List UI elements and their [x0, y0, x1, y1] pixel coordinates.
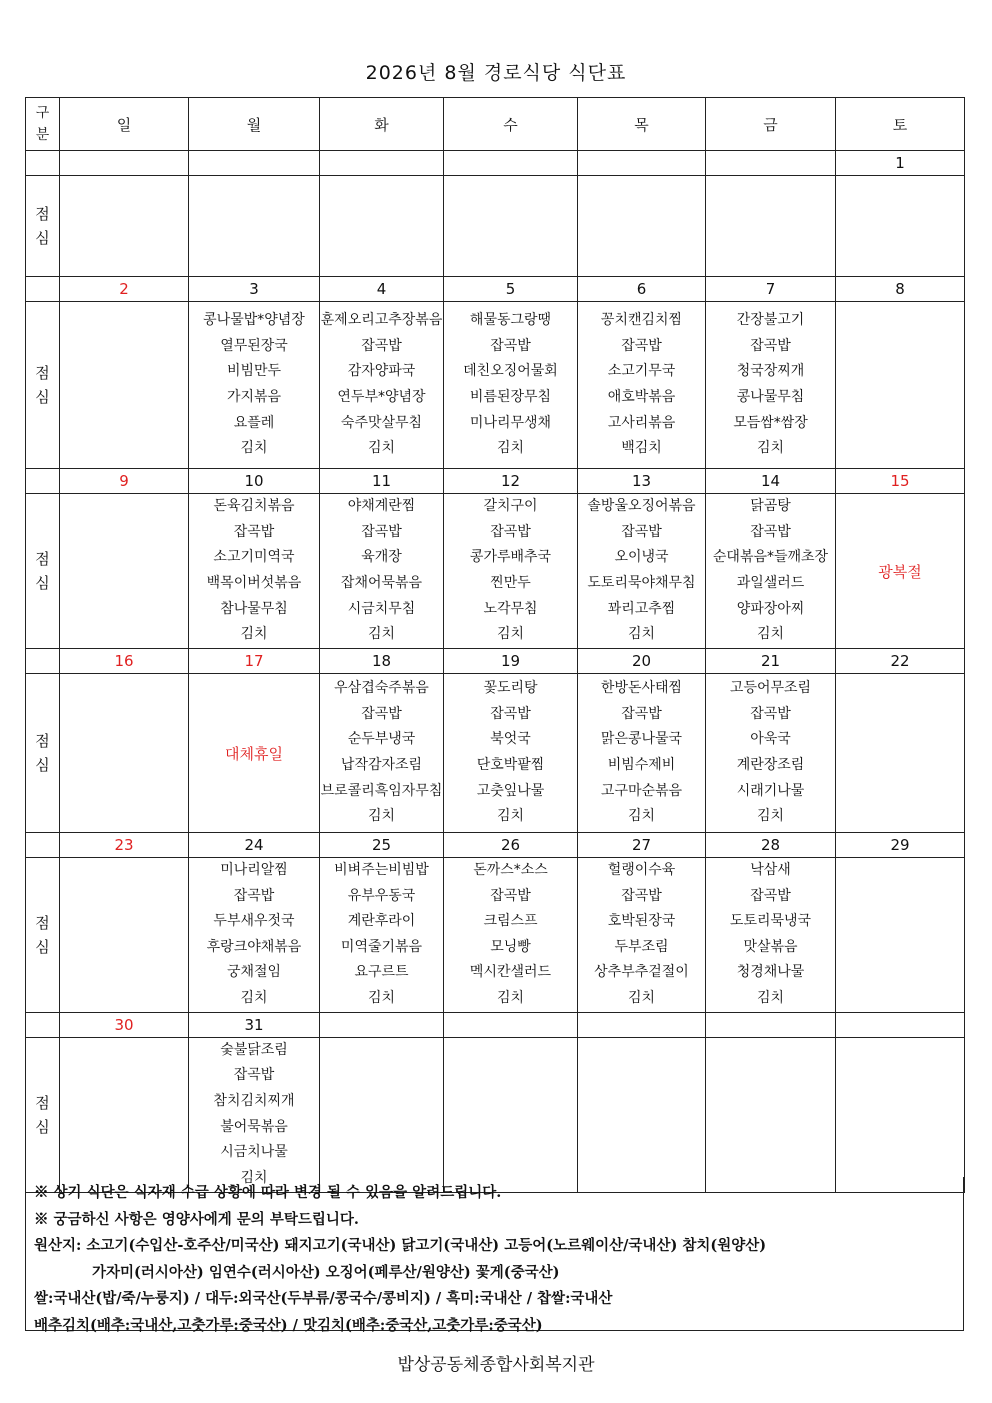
menu-item: 계란장조림 — [736, 757, 805, 773]
date-cell-fri: 21 — [706, 649, 836, 674]
menu-item: 콩가루배추국 — [469, 549, 552, 566]
note-line: ※ 상기 식단은 식자재 수급 상황에 따라 변경 될 수 있음을 알려드립니다. — [34, 1184, 502, 1201]
menu-cell-wed — [444, 1037, 578, 1192]
menu-item: 잡곡밥 — [490, 337, 531, 354]
date-cell-wed: 19 — [444, 649, 578, 674]
menu-cell-thu — [578, 494, 706, 649]
meal-label-char: 점 — [35, 364, 50, 382]
menu-item: 잡곡밥 — [233, 523, 275, 540]
meal-label-char: 점 — [35, 732, 50, 750]
meal-label-char: 심 — [35, 388, 50, 406]
meal-label — [26, 494, 60, 649]
menu-table — [25, 97, 965, 1193]
menu-item: 잡곡밥 — [750, 705, 791, 722]
menu-cell-fri — [706, 302, 836, 469]
menu-item: 미나리무생채 — [469, 414, 552, 431]
header-day-sun: 일 — [60, 98, 189, 151]
menu-item: 모듬쌈*쌈장 — [733, 414, 808, 431]
menu-item: 김치 — [756, 626, 785, 643]
menu-item: 두부새우젓국 — [213, 913, 295, 930]
menu-item: 유부우동국 — [347, 887, 416, 904]
menu-item: 도토리묵냉국 — [729, 913, 812, 930]
meal-row — [26, 302, 965, 469]
menu-item: 간장불고기 — [736, 312, 805, 329]
date-cell-mon: 31 — [189, 1012, 320, 1037]
menu-cell-tue — [320, 858, 444, 1013]
date-cell-fri: 14 — [706, 469, 836, 494]
menu-cell-wed — [444, 176, 578, 277]
date-cell-fri — [706, 1012, 836, 1037]
date-cell-sun: 30 — [60, 1012, 189, 1037]
date-cell-sun: 16 — [60, 649, 189, 674]
menu-item: 고춧잎나물 — [476, 782, 545, 799]
date-row-label — [26, 833, 60, 858]
menu-item: 가지볶음 — [226, 389, 282, 405]
menu-item: 미나리알찜 — [220, 862, 288, 878]
origin-line: 가자미(러시아산) 임연수(러시아산) 오징어(페루산/원양산) 꽃게(중국산) — [92, 1263, 560, 1281]
date-cell-mon: 10 — [189, 469, 320, 494]
meal-row — [26, 176, 965, 277]
menu-item: 순대볶음*들깨초장 — [712, 549, 829, 566]
header-day-sat: 토 — [836, 98, 965, 151]
date-cell-wed — [444, 1012, 578, 1037]
date-cell-sat: 15 — [836, 469, 965, 494]
menu-cell-sun — [60, 494, 189, 649]
holiday-label: 광복절 — [878, 562, 922, 581]
date-cell-thu: 6 — [578, 277, 706, 302]
menu-cell-fri — [706, 1037, 836, 1192]
menu-item: 야채계란찜 — [347, 498, 416, 515]
meal-label-char: 심 — [35, 937, 50, 956]
meal-label-char: 점 — [35, 913, 50, 932]
menu-item: 잡곡밥 — [361, 337, 402, 354]
date-cell-mon — [189, 151, 320, 176]
menu-item: 시래기나물 — [736, 782, 805, 799]
menu-item: 연두부*양념장 — [337, 389, 426, 405]
menu-item: 비벼주는비빔밥 — [334, 862, 429, 878]
date-cell-wed: 5 — [444, 277, 578, 302]
menu-cell-sat — [836, 1037, 965, 1192]
menu-item: 육개장 — [361, 549, 402, 566]
date-row-label — [26, 1012, 60, 1037]
menu-item: 낙삼새 — [750, 862, 791, 878]
date-cell-tue: 11 — [320, 469, 444, 494]
menu-cell-fri — [706, 674, 836, 833]
menu-cell-sat — [836, 858, 965, 1013]
date-cell-sat: 22 — [836, 649, 965, 674]
menu-cell-sat — [836, 494, 965, 649]
menu-item: 맑은콩나물국 — [600, 731, 683, 748]
menu-item: 닭곰탕 — [750, 498, 791, 515]
menu-item: 순두부냉국 — [347, 731, 416, 748]
menu-item: 한방돈사태찜 — [600, 680, 683, 697]
menu-item: 잡곡밥 — [361, 523, 402, 540]
menu-item: 양파장아찌 — [736, 600, 805, 617]
page-title: 2026년 8월 경로식당 식단표 — [365, 62, 627, 84]
date-cell-thu: 27 — [578, 833, 706, 858]
menu-cell-fri — [706, 494, 836, 649]
menu-item: 애호박볶음 — [607, 389, 676, 405]
meal-row — [26, 1037, 965, 1192]
meal-label-char: 점 — [35, 1093, 50, 1112]
date-cell-fri: 28 — [706, 833, 836, 858]
date-cell-tue: 25 — [320, 833, 444, 858]
menu-item: 백목이버섯볶음 — [206, 575, 302, 591]
menu-item: 비빔수제비 — [607, 757, 676, 773]
menu-cell-sun — [60, 302, 189, 469]
date-row — [26, 277, 965, 302]
menu-item: 백김치 — [621, 440, 662, 457]
menu-item: 소고기미역국 — [213, 549, 295, 566]
origin-line: 쌀:국내산(밥/죽/누룽지) / 대두:외국산(두부류/콩국수/콩비지) / 흑미:국내산 / 찹쌀:국내산 — [34, 1290, 613, 1307]
date-row-label — [26, 151, 60, 176]
date-cell-thu: 13 — [578, 469, 706, 494]
menu-cell-thu — [578, 302, 706, 469]
menu-item: 김치 — [756, 989, 785, 1006]
menu-item: 김치 — [240, 1169, 268, 1186]
header-row — [26, 98, 965, 151]
menu-item: 미역줄기볶음 — [340, 938, 423, 955]
menu-item: 시금치나물 — [220, 1144, 288, 1161]
menu-item: 김치 — [496, 626, 525, 643]
menu-item: 꽈리고추찜 — [607, 600, 676, 617]
menu-item: 청경채나물 — [736, 964, 805, 981]
menu-item: 소고기무국 — [607, 363, 676, 380]
menu-item: 불어묵볶음 — [220, 1118, 288, 1135]
menu-item: 고구마순볶음 — [600, 782, 683, 799]
menu-item: 김치 — [367, 808, 396, 825]
menu-cell-sun — [60, 858, 189, 1013]
menu-item: 김치 — [756, 440, 785, 457]
menu-cell-tue — [320, 176, 444, 277]
menu-item: 요구르트 — [354, 964, 409, 981]
menu-item: 김치 — [496, 440, 525, 457]
menu-item: 김치 — [627, 989, 656, 1006]
menu-item: 콩나물무침 — [736, 389, 805, 405]
menu-item: 잡곡밥 — [490, 705, 531, 722]
menu-item: 잡곡밥 — [621, 337, 662, 354]
menu-item: 숯불닭조림 — [220, 1041, 288, 1058]
date-cell-thu — [578, 1012, 706, 1037]
meal-label — [26, 302, 60, 469]
menu-item: 꽃도리탕 — [483, 680, 538, 697]
menu-cell-mon — [189, 176, 320, 277]
menu-item: 참나물무침 — [220, 600, 288, 617]
holiday-label: 대체휴일 — [225, 744, 283, 763]
date-row — [26, 469, 965, 494]
menu-item: 청국장찌개 — [736, 363, 805, 380]
menu-item: 김치 — [496, 808, 525, 825]
header-day-mon: 월 — [189, 98, 320, 151]
gubun-char: 구 — [35, 105, 50, 121]
menu-item: 브로콜리흑임자무침 — [320, 782, 443, 799]
menu-cell-tue — [320, 674, 444, 833]
menu-cell-sat — [836, 302, 965, 469]
meal-label-char: 심 — [35, 574, 50, 592]
header-day-thu: 목 — [578, 98, 706, 151]
menu-item: 김치 — [240, 989, 268, 1006]
date-cell-tue: 18 — [320, 649, 444, 674]
menu-item: 도토리묵야채무침 — [587, 575, 696, 591]
menu-item: 해물동그랑땡 — [469, 312, 552, 329]
menu-cell-sat — [836, 176, 965, 277]
menu-cell-wed — [444, 494, 578, 649]
date-cell-tue — [320, 1012, 444, 1037]
menu-item: 잡곡밥 — [621, 523, 662, 540]
date-cell-wed — [444, 151, 578, 176]
menu-item: 고사리볶음 — [607, 414, 676, 431]
header-day-fri: 금 — [706, 98, 836, 151]
meal-label-char: 심 — [35, 229, 50, 247]
header-gubun — [26, 98, 60, 151]
date-cell-wed: 26 — [444, 833, 578, 858]
origin-line: 원산지: 소고기(수입산-호주산/미국산) 돼지고기(국내산) 닭고기(국내산) 고등어(노르웨이산/국내산) 참치(원양산) — [34, 1237, 767, 1254]
date-cell-thu: 20 — [578, 649, 706, 674]
date-row — [26, 151, 965, 176]
date-cell-tue: 4 — [320, 277, 444, 302]
meal-row — [26, 858, 965, 1013]
menu-item: 잡곡밥 — [621, 705, 662, 722]
menu-item: 김치 — [627, 626, 656, 643]
meal-label — [26, 176, 60, 277]
menu-cell-sun — [60, 176, 189, 277]
date-cell-sun: 9 — [60, 469, 189, 494]
date-row — [26, 1012, 965, 1037]
menu-item: 우삼겹숙주볶음 — [334, 680, 429, 697]
menu-cell-mon — [189, 858, 320, 1013]
menu-cell-mon — [189, 1037, 320, 1192]
menu-item: 후랑크야채볶음 — [206, 938, 302, 955]
menu-item: 김치 — [367, 440, 396, 457]
menu-cell-tue — [320, 1037, 444, 1192]
gubun-char: 분 — [35, 127, 50, 143]
meal-label — [26, 674, 60, 833]
header-day-wed: 수 — [444, 98, 578, 151]
date-cell-tue — [320, 151, 444, 176]
date-cell-sun: 23 — [60, 833, 189, 858]
menu-item: 김치 — [756, 808, 785, 825]
menu-item: 데친오징어물회 — [463, 363, 558, 380]
menu-cell-sat — [836, 674, 965, 833]
menu-item: 두부조림 — [614, 938, 669, 955]
menu-item: 시금치무침 — [347, 600, 416, 617]
origin-line: 배추김치(배추:국내산,고춧가루:중국산) / 맛김치(배추:중국산,고춧가루:중국산) — [34, 1316, 543, 1334]
menu-item: 찐만두 — [490, 575, 531, 591]
note-line: ※ 궁금하신 사항은 영양사에게 문의 부탁드립니다. — [34, 1210, 359, 1228]
menu-item: 맛살볶음 — [743, 938, 798, 955]
menu-item: 숙주맛살무침 — [340, 414, 423, 431]
date-cell-sat: 29 — [836, 833, 965, 858]
organization-name: 밥상공동체종합사회복지관 — [397, 1355, 595, 1375]
date-row-label — [26, 469, 60, 494]
menu-cell-sun — [60, 1037, 189, 1192]
menu-cell-fri — [706, 176, 836, 277]
menu-item: 훈제오리고추장볶음 — [320, 312, 443, 329]
menu-item: 잡곡밥 — [233, 1067, 275, 1084]
menu-item: 잡곡밥 — [750, 337, 791, 354]
meal-label-char: 점 — [35, 205, 50, 223]
menu-item: 김치 — [627, 808, 656, 825]
menu-item: 북엇국 — [490, 731, 531, 748]
date-cell-sun: 2 — [60, 277, 189, 302]
menu-item: 과일샐러드 — [736, 575, 805, 591]
menu-item: 열무된장국 — [220, 337, 288, 354]
menu-item: 고등어무조림 — [729, 680, 812, 697]
menu-item: 참치김치찌개 — [213, 1092, 295, 1109]
menu-cell-fri — [706, 858, 836, 1013]
date-row — [26, 649, 965, 674]
menu-item: 돈까스*소스 — [473, 862, 548, 878]
menu-item: 멕시칸샐러드 — [469, 964, 552, 981]
menu-item: 잡곡밥 — [361, 705, 402, 722]
menu-cell-thu — [578, 1037, 706, 1192]
menu-item: 궁채절임 — [226, 964, 282, 981]
menu-item: 솔방울오징어볶음 — [587, 498, 696, 515]
date-cell-wed: 12 — [444, 469, 578, 494]
menu-item: 아욱국 — [750, 731, 791, 748]
menu-item: 콩나물밥*양념장 — [203, 312, 305, 329]
menu-item: 호박된장국 — [607, 913, 676, 930]
menu-cell-mon — [189, 302, 320, 469]
menu-cell-sun — [60, 674, 189, 833]
meal-row — [26, 494, 965, 649]
menu-item: 잡곡밥 — [490, 523, 531, 540]
date-row — [26, 833, 965, 858]
menu-item: 요플레 — [233, 414, 275, 431]
date-cell-sat — [836, 1012, 965, 1037]
menu-item: 갈치구이 — [483, 498, 538, 515]
date-cell-sat: 8 — [836, 277, 965, 302]
menu-cell-tue — [320, 494, 444, 649]
date-cell-thu — [578, 151, 706, 176]
menu-item: 상추부추겉절이 — [594, 964, 689, 981]
menu-item: 꽁치캔김치찜 — [600, 312, 683, 329]
menu-item: 노각무침 — [483, 600, 538, 617]
meal-label-char: 점 — [35, 550, 50, 568]
menu-item: 잡곡밥 — [750, 523, 791, 540]
meal-label-char: 심 — [35, 756, 50, 774]
menu-item: 납작감자조림 — [340, 757, 423, 773]
menu-cell-thu — [578, 858, 706, 1013]
date-cell-fri: 7 — [706, 277, 836, 302]
menu-item: 잡곡밥 — [621, 887, 662, 904]
meal-label-char: 심 — [35, 1117, 50, 1136]
menu-cell-tue — [320, 302, 444, 469]
menu-item: 김치 — [367, 626, 396, 643]
menu-item: 헐랭이수육 — [607, 862, 676, 878]
date-cell-mon: 17 — [189, 649, 320, 674]
menu-item: 단호박팥찜 — [476, 757, 545, 773]
header-day-tue: 화 — [320, 98, 444, 151]
date-row-label — [26, 649, 60, 674]
menu-item: 감자양파국 — [347, 363, 416, 380]
menu-item: 비빔만두 — [226, 363, 282, 380]
menu-item: 돈육김치볶음 — [213, 498, 295, 515]
menu-cell-wed — [444, 302, 578, 469]
date-cell-mon: 3 — [189, 277, 320, 302]
menu-item: 잡곡밥 — [233, 887, 275, 904]
menu-item: 비름된장무침 — [469, 389, 552, 405]
menu-item: 오이냉국 — [614, 549, 669, 566]
menu-cell-mon — [189, 674, 320, 833]
date-cell-mon: 24 — [189, 833, 320, 858]
date-cell-fri — [706, 151, 836, 176]
meal-label — [26, 1037, 60, 1192]
menu-cell-wed — [444, 858, 578, 1013]
date-row-label — [26, 277, 60, 302]
menu-item: 김치 — [367, 989, 396, 1006]
menu-item: 김치 — [496, 989, 525, 1006]
menu-item: 잡채어묵볶음 — [340, 575, 423, 591]
menu-cell-mon — [189, 494, 320, 649]
date-cell-sat: 1 — [836, 151, 965, 176]
meal-label — [26, 858, 60, 1013]
menu-item: 김치 — [240, 626, 268, 643]
menu-item: 김치 — [240, 440, 268, 457]
menu-item: 계란후라이 — [347, 913, 416, 930]
meal-row — [26, 674, 965, 833]
menu-item: 잡곡밥 — [750, 887, 791, 904]
menu-cell-thu — [578, 674, 706, 833]
date-cell-sun — [60, 151, 189, 176]
menu-cell-wed — [444, 674, 578, 833]
notes-section — [25, 1177, 964, 1334]
menu-item: 모닝빵 — [490, 938, 531, 955]
menu-item: 잡곡밥 — [490, 887, 531, 904]
menu-cell-thu — [578, 176, 706, 277]
menu-item: 크림스프 — [483, 913, 538, 930]
